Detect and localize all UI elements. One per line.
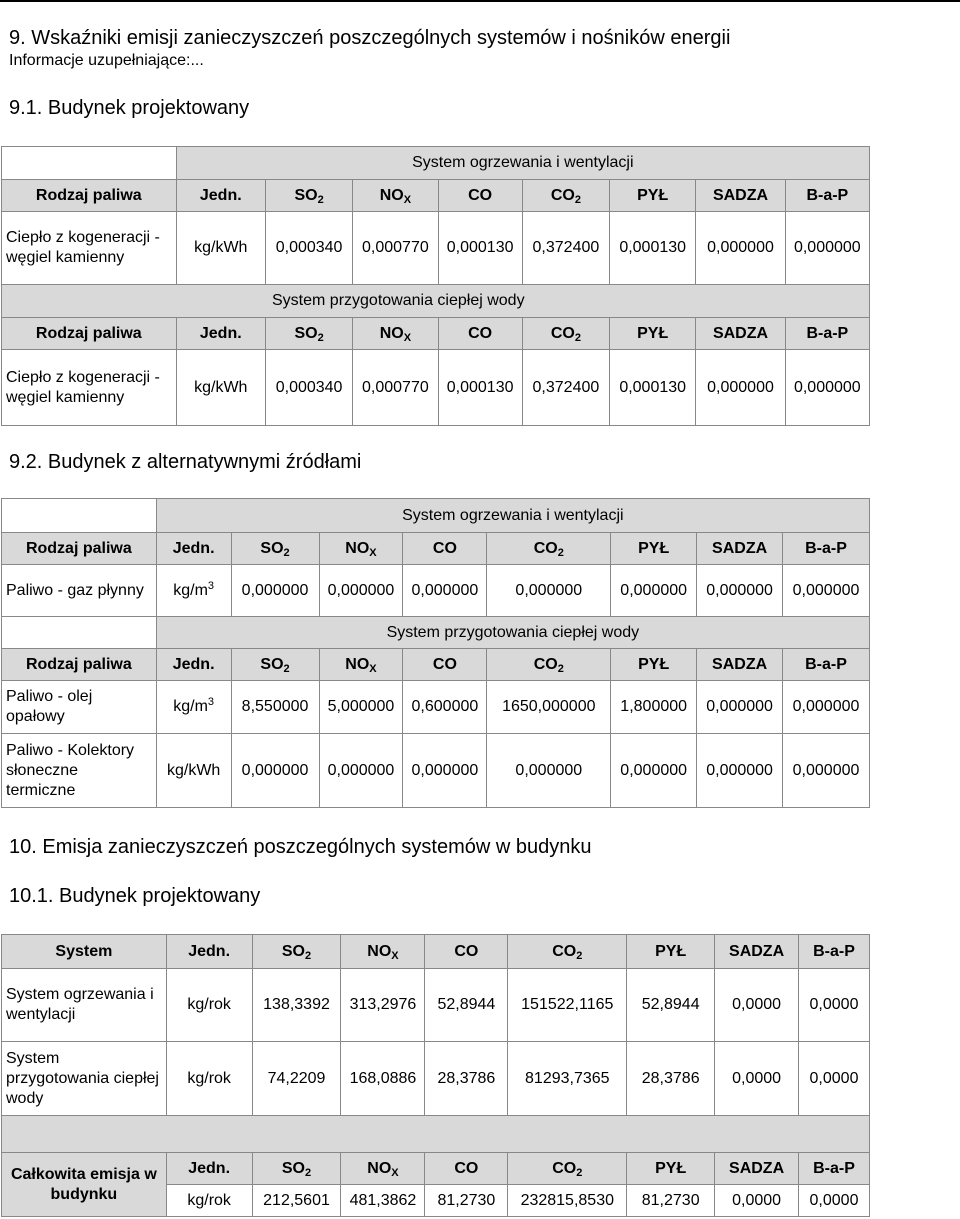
value-co2: 0,372400 [522, 212, 609, 285]
value-pyl: 0,000000 [611, 734, 697, 808]
value-pyl: 0,000130 [610, 212, 696, 285]
band-row [2, 147, 870, 180]
col-bap: B-a-P [783, 649, 870, 681]
total-co2: 232815,8530 [508, 1185, 627, 1217]
table-row [2, 969, 870, 1042]
fuel-name: Ciepło z kogeneracji - węgiel kamienny [2, 212, 177, 285]
unit: kg/kWh [176, 212, 265, 285]
emission-factors-table-alternative [1, 498, 870, 808]
col-system: System [2, 935, 167, 969]
system-name: System przygotowania ciepłej wody [2, 1042, 167, 1116]
unit: kg/rok [166, 1042, 252, 1116]
col-co2: $CO_2$ [508, 935, 627, 969]
col-pyl: PYŁ [610, 180, 696, 212]
col-so2: $SO_2$ [265, 180, 352, 212]
value-bap: 0,000000 [783, 734, 870, 808]
col-fuel: Rodzaj paliwa [2, 318, 177, 350]
empty-cell [2, 499, 157, 533]
value-so2: 74,2209 [252, 1042, 341, 1116]
col-pyl: PYŁ [627, 1153, 715, 1185]
band-row [2, 499, 870, 533]
band-hotwater: System przygotowania ciepłej wody [156, 617, 869, 649]
table-row [2, 681, 870, 734]
fuel-name: Ciepło z kogeneracji - węgiel kamienny [2, 350, 177, 426]
col-unit: Jedn. [166, 935, 252, 969]
unit: kg/kWh [176, 350, 265, 426]
total-nox: 481,3862 [341, 1185, 425, 1217]
table-row [2, 212, 870, 285]
info-text: Informacje uzupełniające:... [9, 52, 204, 69]
total-pyl: 81,2730 [627, 1185, 715, 1217]
fuel-name: Paliwo - gaz płynny [2, 565, 157, 617]
col-co: CO [403, 533, 487, 565]
value-sadza: 0,000000 [697, 734, 783, 808]
value-bap: 0,000000 [785, 350, 869, 426]
col-co2: $CO_2$ [508, 1153, 627, 1185]
col-unit: Jedn. [156, 533, 231, 565]
value-co: 52,8944 [425, 969, 508, 1042]
col-co2: $CO_2$ [522, 180, 609, 212]
col-bap: B-a-P [799, 935, 870, 969]
col-nox: $NO_X$ [319, 533, 403, 565]
table-row [2, 565, 870, 617]
col-sadza: SADZA [696, 180, 785, 212]
col-unit: Jedn. [176, 180, 265, 212]
system-name: System ogrzewania i wentylacji [2, 969, 167, 1042]
fuel-name: Paliwo - Kolektory słoneczne termiczne [2, 734, 157, 808]
unit: kg/rok [166, 1185, 252, 1217]
col-co: CO [403, 649, 487, 681]
value-pyl: 0,000130 [610, 350, 696, 426]
value-nox: 0,000770 [353, 212, 438, 285]
emission-factors-table-designed [1, 146, 870, 426]
col-sadza: SADZA [715, 1153, 799, 1185]
value-co: 0,000130 [438, 212, 522, 285]
col-unit: Jedn. [166, 1153, 252, 1185]
total-bap: 0,0000 [799, 1185, 870, 1217]
band-heating: System ogrzewania i wentylacji [176, 147, 869, 180]
col-nox: $NO_X$ [341, 1153, 425, 1185]
value-nox: 168,0886 [341, 1042, 425, 1116]
col-fuel: Rodzaj paliwa [2, 180, 177, 212]
col-fuel: Rodzaj paliwa [2, 533, 157, 565]
band-heating: System ogrzewania i wentylacji [156, 499, 869, 533]
empty-cell [2, 147, 177, 180]
col-so2: $SO_2$ [265, 318, 352, 350]
section-10-1-title: 10.1. Budynek projektowany [9, 885, 261, 907]
col-pyl: PYŁ [611, 533, 697, 565]
table-row [2, 1042, 870, 1116]
total-header-row [2, 1153, 870, 1185]
value-nox: 0,000000 [319, 734, 403, 808]
col-bap: B-a-P [785, 180, 869, 212]
fuel-name: Paliwo - olej opałowy [2, 681, 157, 734]
col-co: CO [425, 935, 508, 969]
value-pyl: 28,3786 [627, 1042, 715, 1116]
col-co2: $CO_2$ [522, 318, 609, 350]
value-sadza: 0,000000 [697, 681, 783, 734]
empty-cell [2, 617, 157, 649]
value-bap: 0,000000 [785, 212, 869, 285]
value-sadza: 0,0000 [715, 969, 799, 1042]
value-pyl: 52,8944 [627, 969, 715, 1042]
col-pyl: PYŁ [611, 649, 697, 681]
value-co: 0,000000 [403, 565, 487, 617]
value-so2: 8,550000 [231, 681, 319, 734]
col-nox: $NO_X$ [341, 935, 425, 969]
top-rule [0, 0, 960, 2]
total-so2: 212,5601 [252, 1185, 341, 1217]
band-row [2, 617, 870, 649]
band-row [2, 285, 870, 318]
section-9-2-title: 9.2. Budynek z alternatywnymi źródłami [9, 451, 362, 473]
value-sadza: 0,0000 [715, 1042, 799, 1116]
col-pyl: PYŁ [610, 318, 696, 350]
header-row [2, 318, 870, 350]
value-bap: 0,000000 [783, 565, 870, 617]
unit: kg/kWh [156, 734, 231, 808]
header-row [2, 935, 870, 969]
building-emissions-table [1, 934, 870, 1217]
header-row [2, 649, 870, 681]
value-so2: 0,000000 [231, 565, 319, 617]
value-sadza: 0,000000 [697, 565, 783, 617]
col-pyl: PYŁ [627, 935, 715, 969]
col-bap: B-a-P [799, 1153, 870, 1185]
col-unit: Jedn. [176, 318, 265, 350]
col-sadza: SADZA [696, 318, 785, 350]
value-co2: 1650,000000 [487, 681, 611, 734]
value-co2: 0,372400 [522, 350, 609, 426]
value-co2: 151522,1165 [508, 969, 627, 1042]
value-bap: 0,0000 [799, 969, 870, 1042]
header-row [2, 180, 870, 212]
col-co: CO [438, 318, 522, 350]
value-so2: 0,000000 [231, 734, 319, 808]
unit: $kg/m^3$ [156, 565, 231, 617]
total-label: Całkowita emisja w budynku [2, 1153, 167, 1217]
total-co: 81,2730 [425, 1185, 508, 1217]
section-9-1-title: 9.1. Budynek projektowany [9, 97, 250, 119]
col-fuel: Rodzaj paliwa [2, 649, 157, 681]
value-nox: 0,000000 [319, 565, 403, 617]
unit: $kg/m^3$ [156, 681, 231, 734]
col-sadza: SADZA [697, 649, 783, 681]
value-pyl: 1,800000 [611, 681, 697, 734]
value-nox: 313,2976 [341, 969, 425, 1042]
col-sadza: SADZA [715, 935, 799, 969]
col-nox: $NO_X$ [353, 318, 438, 350]
value-co: 0,000000 [403, 734, 487, 808]
spacer-cell [2, 1116, 870, 1153]
value-pyl: 0,000000 [611, 565, 697, 617]
value-co: 0,600000 [403, 681, 487, 734]
value-co: 28,3786 [425, 1042, 508, 1116]
value-co2: 0,000000 [487, 565, 611, 617]
col-co: CO [438, 180, 522, 212]
col-so2: $SO_2$ [252, 935, 341, 969]
col-so2: $SO_2$ [231, 649, 319, 681]
col-unit: Jedn. [156, 649, 231, 681]
value-nox: 0,000770 [353, 350, 438, 426]
col-nox: $NO_X$ [319, 649, 403, 681]
value-bap: 0,000000 [783, 681, 870, 734]
unit: kg/rok [166, 969, 252, 1042]
col-sadza: SADZA [697, 533, 783, 565]
table-row [2, 350, 870, 426]
value-so2: 138,3392 [252, 969, 341, 1042]
value-sadza: 0,000000 [696, 350, 785, 426]
value-nox: 5,000000 [319, 681, 403, 734]
value-co: 0,000130 [438, 350, 522, 426]
total-sadza: 0,0000 [715, 1185, 799, 1217]
section-9-title: 9. Wskaźniki emisji zanieczyszczeń poszczególnych systemów i nośników energii [9, 27, 731, 49]
value-co2: 0,000000 [487, 734, 611, 808]
col-nox: $NO_X$ [353, 180, 438, 212]
col-co: CO [425, 1153, 508, 1185]
col-so2: $SO_2$ [252, 1153, 341, 1185]
value-co2: 81293,7365 [508, 1042, 627, 1116]
value-sadza: 0,000000 [696, 212, 785, 285]
col-co2: $CO_2$ [487, 533, 611, 565]
col-bap: B-a-P [785, 318, 869, 350]
section-10-title: 10. Emisja zanieczyszczeń poszczególnych systemów w budynku [9, 836, 592, 858]
value-bap: 0,0000 [799, 1042, 870, 1116]
value-so2: 0,000340 [265, 350, 352, 426]
band-hotwater: System przygotowania ciepłej wody [2, 285, 870, 318]
table-row [2, 734, 870, 808]
value-so2: 0,000340 [265, 212, 352, 285]
col-so2: $SO_2$ [231, 533, 319, 565]
col-bap: B-a-P [783, 533, 870, 565]
header-row [2, 533, 870, 565]
spacer-row [2, 1116, 870, 1153]
col-co2: $CO_2$ [487, 649, 611, 681]
